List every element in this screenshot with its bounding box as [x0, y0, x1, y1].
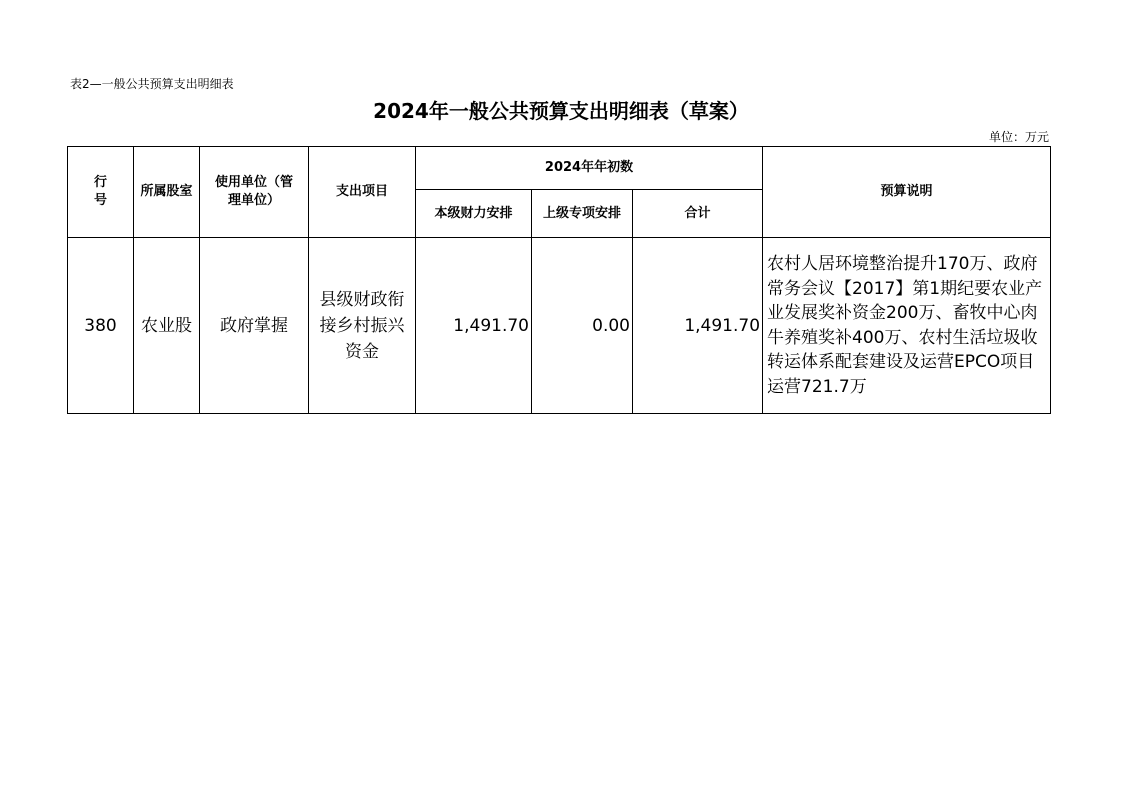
cell-local-funds: 1,491.70 [416, 238, 532, 414]
header-total: 合计 [633, 190, 763, 238]
header-department: 所属股室 [134, 147, 200, 238]
page-title: 2024年一般公共预算支出明细表（草案） [373, 99, 749, 123]
header-notes: 预算说明 [763, 147, 1051, 238]
cell-upper-funds: 0.00 [532, 238, 633, 414]
cell-total: 1,491.70 [633, 238, 763, 414]
table-caption: 表2—一般公共预算支出明细表 [70, 77, 234, 91]
header-row-1 [68, 147, 1051, 190]
budget-table [67, 146, 1051, 414]
cell-item: 县级财政衔接乡村振兴资金 [309, 238, 416, 414]
header-row-no: 行号 [68, 147, 134, 238]
header-item: 支出项目 [309, 147, 416, 238]
header-using-unit: 使用单位（管理单位） [200, 147, 309, 238]
cell-department: 农业股 [134, 238, 200, 414]
header-upper-funds: 上级专项安排 [532, 190, 633, 238]
header-local-funds: 本级财力安排 [416, 190, 532, 238]
cell-row-no: 380 [68, 238, 134, 414]
cell-notes: 农村人居环境整治提升170万、政府常务会议【2017】第1期纪要农业产业发展奖补资金200万、畜牧中心肉牛养殖奖补400万、农村生活垃圾收转运体系配套建设及运营EPCO项目运营721.7万 [763, 238, 1051, 414]
cell-using-unit: 政府掌握 [200, 238, 309, 414]
table-row [68, 238, 1051, 414]
header-group: 2024年年初数 [416, 147, 763, 190]
unit-label: 单位：万元 [988, 130, 1049, 144]
